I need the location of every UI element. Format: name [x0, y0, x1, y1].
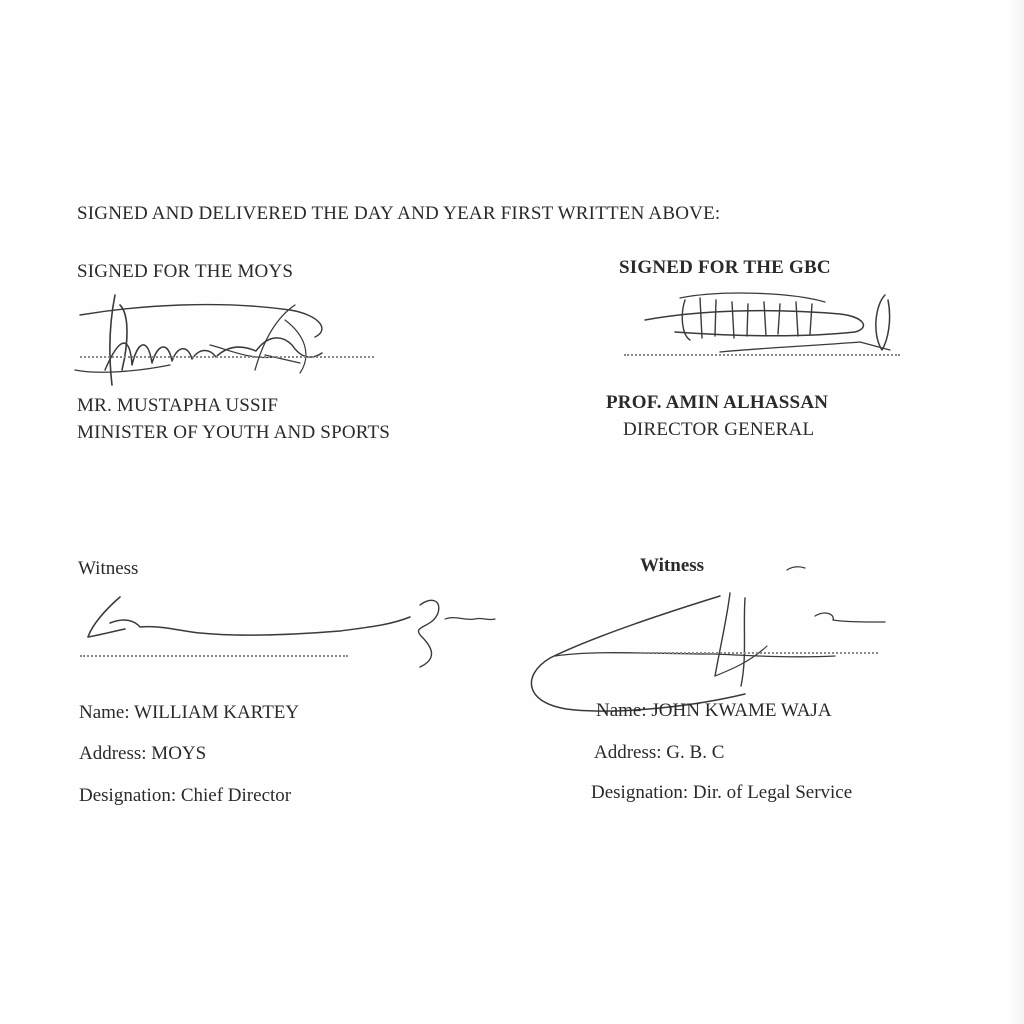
right-witness-address: Address: G. B. C	[594, 742, 725, 763]
moys-signing-label: SIGNED FOR THE MOYS	[77, 261, 294, 282]
gbc-signatory-name: PROF. AMIN ALHASSAN	[606, 392, 829, 413]
moys-signatory-name: MR. MUSTAPHA USSIF	[77, 395, 279, 416]
gbc-signature	[620, 280, 930, 370]
left-witness-name: Name: WILLIAM KARTEY	[79, 702, 300, 723]
left-witness-address: Address: MOYS	[79, 743, 207, 764]
left-witness-designation: Designation: Chief Director	[79, 785, 292, 806]
moys-signatory-title: MINISTER OF YOUTH AND SPORTS	[77, 422, 391, 443]
right-witness-designation: Designation: Dir. of Legal Service	[591, 782, 853, 803]
page-edge-shadow	[1010, 0, 1024, 1024]
right-witness-name: Name: JOHN KWAME WAJA	[596, 700, 832, 721]
right-witness-label: Witness	[640, 555, 705, 576]
left-witness-signature-line	[80, 655, 348, 657]
right-witness-signature-line	[640, 652, 878, 654]
gbc-signature-line	[624, 354, 900, 356]
left-witness-signature	[70, 585, 510, 675]
gbc-signing-label: SIGNED FOR THE GBC	[619, 257, 831, 278]
right-witness-signature	[515, 555, 915, 698]
moys-signature-line	[80, 356, 374, 358]
gbc-signatory-title: DIRECTOR GENERAL	[623, 419, 815, 440]
document-heading: SIGNED AND DELIVERED THE DAY AND YEAR FIRST WRITTEN ABOVE:	[77, 203, 721, 224]
left-witness-label: Witness	[78, 558, 139, 579]
moys-signature	[60, 275, 400, 405]
